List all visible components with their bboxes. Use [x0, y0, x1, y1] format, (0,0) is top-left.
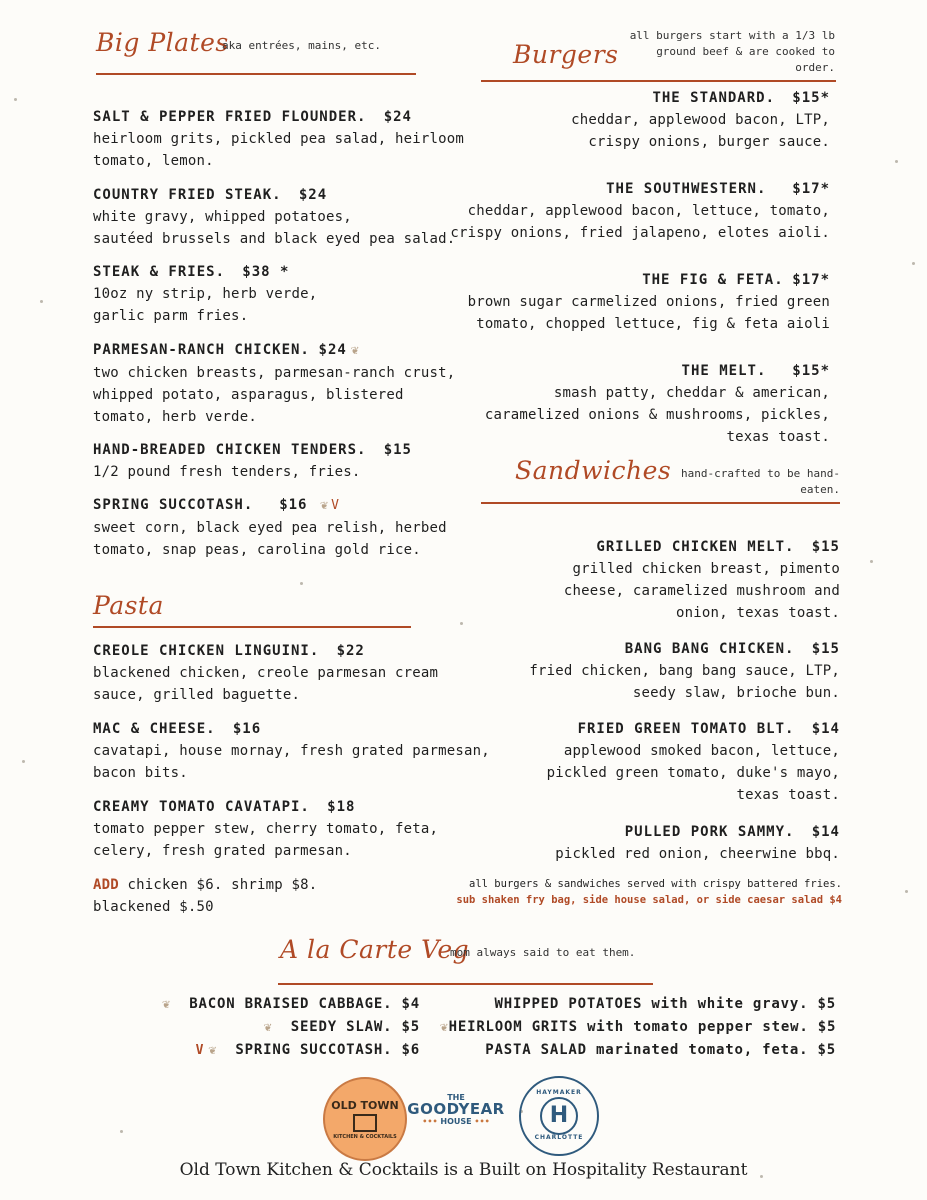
item-desc: sauce, grilled baguette.: [93, 687, 301, 703]
menu-item: [93, 261, 317, 327]
item-price: $15: [383, 442, 412, 458]
item-desc: celery, fresh grated parmesan.: [93, 843, 352, 859]
leaf-icon: ❦: [162, 997, 171, 1012]
goodyear-logo-name: GOODYEAR: [407, 1100, 505, 1119]
pasta-title: Pasta: [93, 591, 164, 620]
item-name: BANG BANG CHICKEN.: [624, 641, 795, 657]
item-desc: bacon bits.: [93, 765, 188, 781]
veg-right-list: [436, 993, 836, 1062]
old-town-logo-bottom: KITCHEN & COCKTAILS: [333, 1133, 397, 1140]
item-price: $18: [327, 799, 356, 815]
sandwiches-rule: [481, 502, 840, 504]
item-desc: tomato, herb verde.: [93, 409, 257, 425]
leaf-icon: ❦: [440, 1020, 449, 1035]
menu-item: [460, 360, 830, 448]
burgers-note: [620, 28, 835, 76]
item-name: THE FIG & FETA.: [642, 272, 784, 288]
item-desc: smash patty, cheddar & american,: [553, 385, 830, 401]
leaf-icon: ❦: [208, 1043, 217, 1058]
item-desc: crispy onions, burger sauce.: [588, 134, 830, 150]
item-desc: blackened chicken, creole parmesan cream: [93, 665, 439, 681]
side-item: WHIPPED POTATOES with white gravy. $5: [494, 996, 836, 1012]
goodyear-logo-the: THE: [447, 1092, 465, 1102]
veg-title: A la Carte Veg: [280, 935, 470, 964]
item-price: $24: [298, 187, 328, 203]
item-desc: whipped potato, asparagus, blistered: [93, 387, 404, 403]
item-desc: caramelized onions & mushrooms, pickles,: [484, 407, 830, 423]
menu-item: [93, 640, 438, 706]
item-desc: sweet corn, black eyed pea relish, herbed: [93, 520, 447, 536]
side-item: BACON BRAISED CABBAGE. $4: [189, 996, 420, 1012]
item-name: PULLED PORK SAMMY.: [624, 824, 795, 840]
item-name: THE MELT.: [681, 363, 767, 379]
footer-text: Old Town Kitchen & Cocktails is a Built on Hospitality Restaurant: [179, 1160, 748, 1180]
item-name: FRIED GREEN TOMATO BLT.: [577, 721, 795, 737]
veg-left-list: [150, 993, 420, 1062]
menu-item: [93, 339, 455, 428]
vegetarian-icon: V: [331, 498, 340, 513]
item-desc: white gravy, whipped potatoes,: [93, 209, 352, 225]
item-name: SALT & PEPPER FRIED FLOUNDER.: [93, 109, 367, 125]
pasta-rule: [93, 626, 411, 628]
item-name: MAC & CHEESE.: [93, 721, 216, 737]
item-desc: cheddar, applewood bacon, LTP,: [571, 112, 830, 128]
item-desc: cheddar, applewood bacon, lettuce, tomato,: [467, 203, 830, 219]
item-name: THE STANDARD.: [652, 90, 776, 106]
burgers-note-line: ground beef & are cooked to: [656, 45, 835, 58]
leaf-icon: ❦: [350, 343, 359, 358]
item-price: $16: [232, 721, 262, 737]
haymaker-logo-letter: H: [540, 1097, 578, 1135]
menu-item: [470, 821, 840, 865]
item-price: $15*: [792, 90, 830, 106]
item-desc: seedy slaw, brioche bun.: [632, 685, 840, 701]
item-name: CREAMY TOMATO CAVATAPI.: [93, 799, 310, 815]
goodyear-logo-house-label: HOUSE: [440, 1116, 472, 1126]
list-item: [150, 1016, 420, 1039]
item-price: $14: [811, 721, 840, 737]
fries-note: [440, 876, 842, 908]
item-name: THE SOUTHWESTERN.: [606, 181, 767, 197]
menu-item: [470, 638, 840, 704]
leaf-icon: ❦: [263, 1020, 273, 1035]
fries-sub-note: sub shaken fry bag, side house salad, or side caesar salad $4: [456, 894, 842, 906]
item-name: CREOLE CHICKEN LINGUINI.: [93, 643, 320, 659]
menu-item: [93, 184, 455, 250]
item-desc: pickled red onion, cheerwine bbq.: [555, 846, 840, 862]
item-desc: heirloom grits, pickled pea salad, heirloom: [93, 131, 465, 147]
veg-rule: [278, 983, 653, 985]
item-desc: brown sugar carmelized onions, fried green: [467, 294, 830, 310]
burgers-note-line: order.: [795, 61, 835, 74]
item-desc: crispy onions, fried jalapeno, elotes aioli.: [450, 225, 830, 241]
burgers-rule: [481, 80, 836, 82]
sandwiches-title: Sandwiches: [515, 456, 672, 485]
vegetarian-icon: V: [195, 1043, 205, 1058]
item-name: STEAK & FRIES.: [93, 264, 226, 280]
add-line: chicken $6. shrimp $8.: [127, 877, 318, 893]
fries-note-line: all burgers & sandwiches served with crispy battered fries.: [469, 878, 842, 890]
old-town-logo: [323, 1077, 407, 1161]
item-price: $24: [383, 109, 412, 125]
item-price: $24: [318, 342, 347, 358]
goodyear-logo-house: ••• HOUSE •••: [422, 1116, 490, 1126]
item-desc: tomato, lemon.: [93, 153, 214, 169]
item-price: $14: [811, 824, 840, 840]
item-desc: cheese, caramelized mushroom and: [563, 583, 840, 599]
add-ons: [93, 874, 317, 918]
old-town-logo-top: OLD TOWN: [331, 1098, 399, 1112]
item-price: $15*: [792, 363, 830, 379]
big-plates-note: aka entrées, mains, etc.: [222, 39, 381, 52]
leaf-icon: ❦: [320, 498, 329, 513]
big-plates-rule: [96, 73, 416, 75]
item-price: $16: [279, 497, 308, 513]
item-desc: cavatapi, house mornay, fresh grated parmesan,: [93, 743, 490, 759]
item-price: $15: [811, 539, 840, 555]
side-item: SEEDY SLAW. $5: [290, 1019, 420, 1035]
big-plates-title: Big Plates: [96, 28, 229, 57]
list-item: [150, 1039, 420, 1062]
item-name: HAND-BREADED CHICKEN TENDERS.: [93, 442, 367, 458]
menu-item: [470, 718, 840, 806]
item-price: $17*: [792, 181, 830, 197]
veg-note: mom always said to eat them.: [450, 946, 636, 959]
burgers-title: Burgers: [513, 40, 619, 69]
sandwiches-note-line: eaten.: [800, 483, 840, 496]
item-desc: texas toast.: [726, 429, 830, 445]
haymaker-logo-bottom: CHARLOTTE: [534, 1134, 584, 1141]
item-desc: tomato pepper stew, cherry tomato, feta,: [93, 821, 439, 837]
item-desc: texas toast.: [736, 787, 840, 803]
side-item: PASTA SALAD marinated tomato, feta. $5: [485, 1042, 836, 1058]
item-desc: tomato, chopped lettuce, fig & feta aioli: [476, 316, 830, 332]
item-name: COUNTRY FRIED STEAK.: [93, 187, 282, 203]
menu-item: [93, 106, 464, 172]
item-name: PARMESAN-RANCH CHICKEN.: [93, 342, 310, 358]
item-desc: sautéed brussels and black eyed pea salad.: [93, 231, 456, 247]
item-name: GRILLED CHICKEN MELT.: [596, 539, 795, 555]
menu-item: [93, 439, 412, 483]
item-desc: two chicken breasts, parmesan-ranch crust,: [93, 365, 456, 381]
item-name: SPRING SUCCOTASH.: [93, 497, 254, 513]
add-line: blackened $.50: [93, 899, 214, 915]
item-desc: onion, texas toast.: [676, 605, 840, 621]
side-item: SPRING SUCCOTASH. $6: [235, 1042, 420, 1058]
menu-item: [470, 536, 840, 624]
menu-item: [460, 87, 830, 153]
item-price: $22: [336, 643, 365, 659]
item-desc: 10oz ny strip, herb verde,: [93, 286, 318, 302]
item-desc: pickled green tomato, duke's mayo,: [546, 765, 840, 781]
item-price: $17*: [792, 272, 830, 288]
house-icon: [353, 1114, 377, 1132]
sandwiches-note: [660, 466, 840, 498]
item-desc: applewood smoked bacon, lettuce,: [563, 743, 840, 759]
add-label: ADD: [93, 877, 119, 893]
sandwiches-note-line: hand-crafted to be hand-: [681, 467, 840, 480]
goodyear-house-logo: [407, 1080, 505, 1140]
menu-item: [93, 494, 447, 561]
burgers-note-line: all burgers start with a 1/3 lb: [629, 29, 835, 42]
list-item: [436, 1016, 836, 1039]
item-desc: fried chicken, bang bang sauce, LTP,: [529, 663, 840, 679]
side-item: HEIRLOOM GRITS with tomato pepper stew. $5: [448, 1019, 837, 1035]
menu-item: [450, 178, 830, 244]
item-desc: grilled chicken breast, pimento: [572, 561, 840, 577]
item-price: $15: [811, 641, 840, 657]
item-desc: garlic parm fries.: [93, 308, 249, 324]
item-price: $38 *: [242, 264, 290, 280]
haymaker-logo-top: HAYMAKER: [536, 1089, 582, 1097]
list-item: [150, 993, 420, 1016]
item-desc: tomato, snap peas, carolina gold rice.: [93, 542, 421, 558]
menu-item: [450, 269, 830, 335]
list-item: [436, 1039, 836, 1062]
list-item: [436, 993, 836, 1016]
item-desc: 1/2 pound fresh tenders, fries.: [93, 464, 361, 480]
haymaker-logo: [519, 1076, 599, 1156]
menu-item: [93, 796, 438, 862]
menu-item: [93, 718, 490, 784]
